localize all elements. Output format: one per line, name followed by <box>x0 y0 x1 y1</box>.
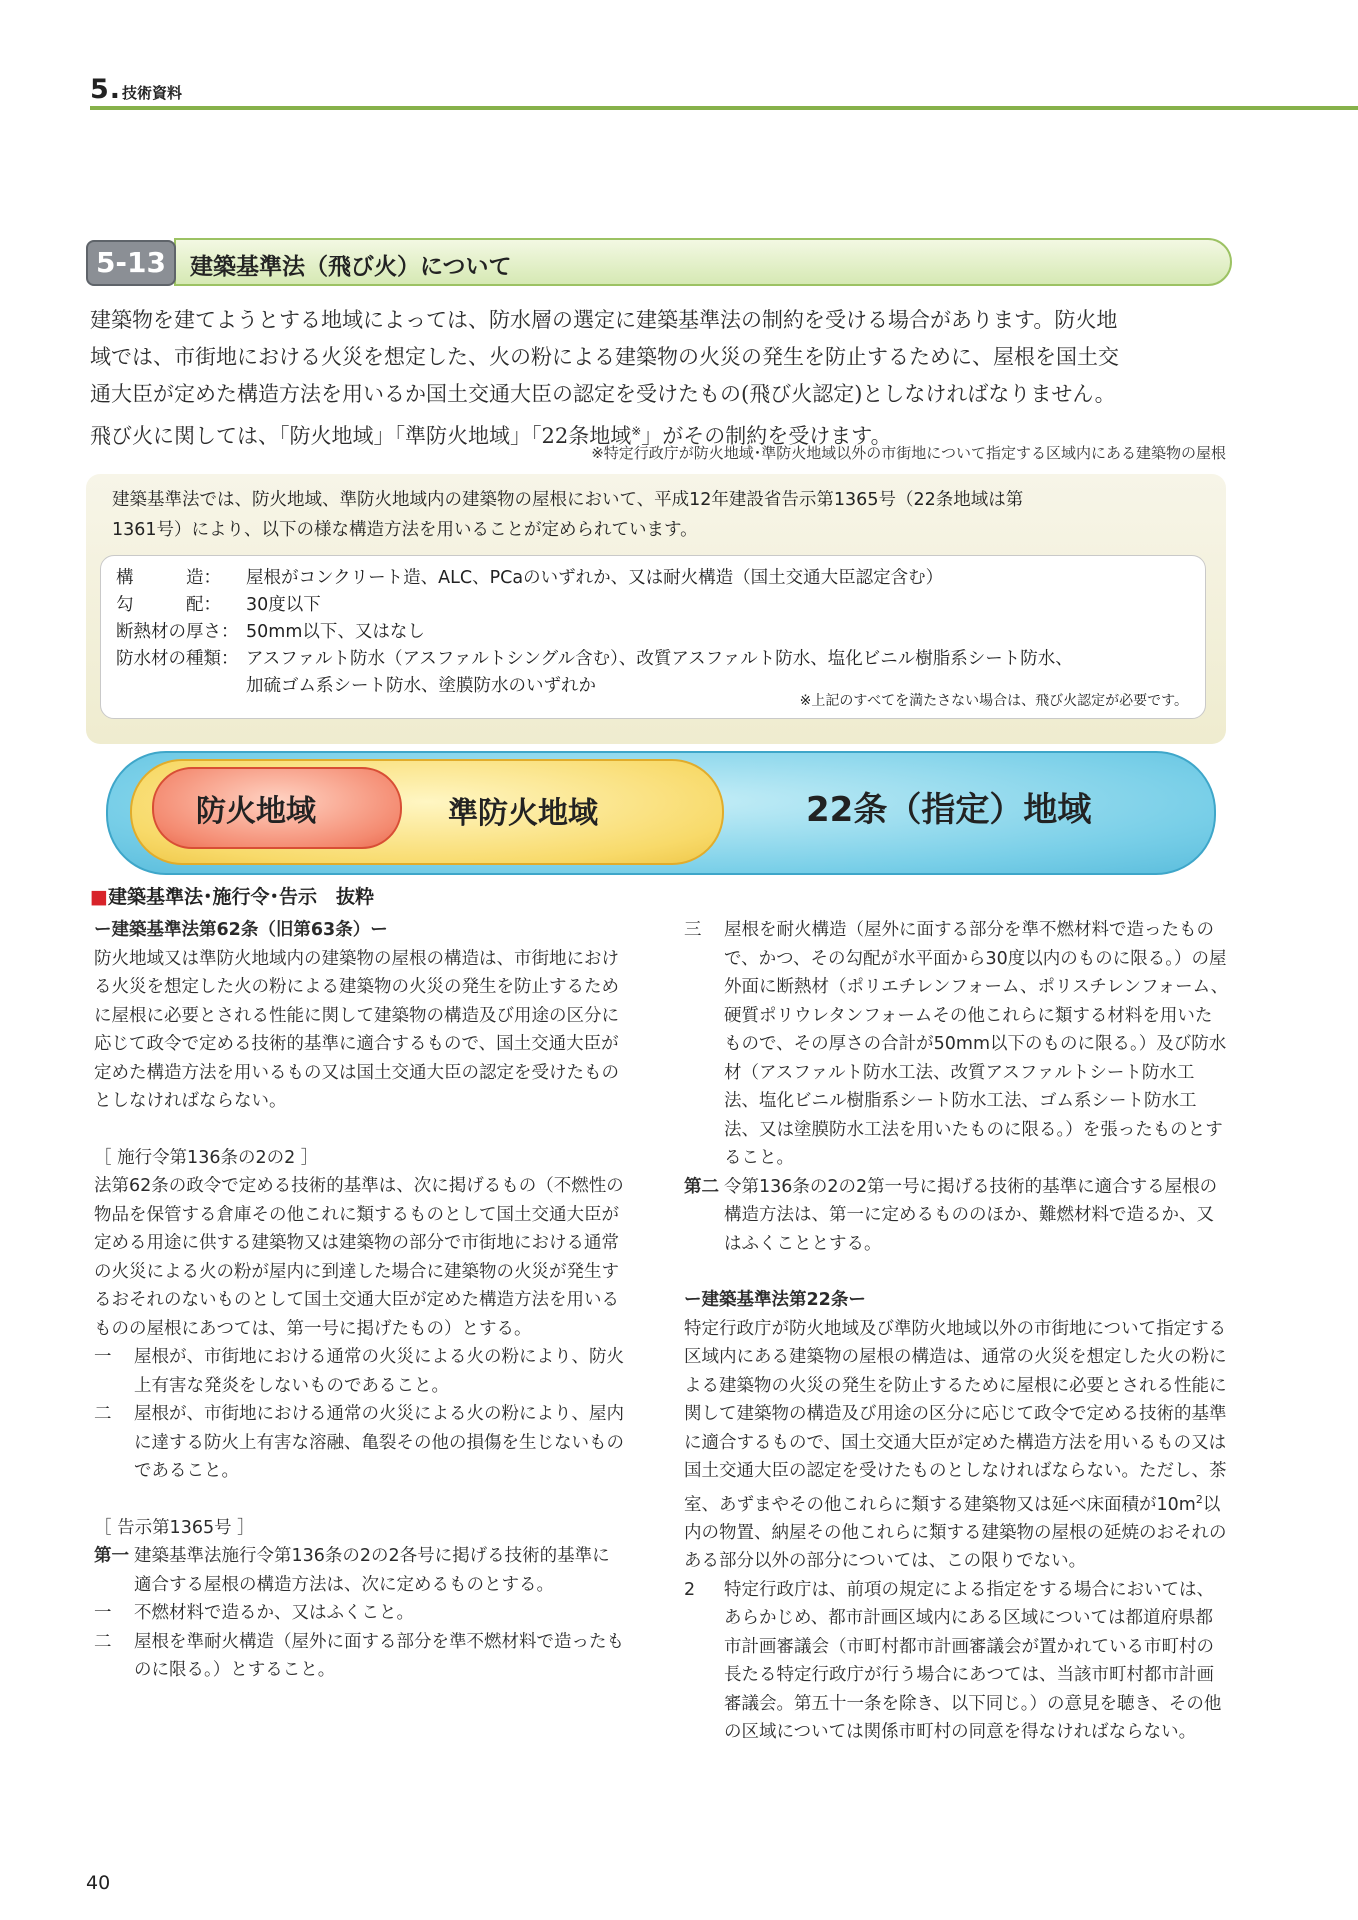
article-paragraph: 防火地域又は準防火地域内の建築物の屋根の構造は、市街地における火災を想定した火の粉による建築物の火災の発生を防止するために屋根に必要とされる性能に関して建築物の構造及び用途の区分に応じて政令で定める技術的基準に適合するもので、国土交通大臣が定めた構造方法を用いるもの又は国土交通大臣の認定を受けたものとしなければならない。 <box>94 948 619 1111</box>
item-marker: 三 <box>684 920 702 940</box>
chapter-title: 技術資料 <box>122 84 183 102</box>
chapter-number: 5. <box>90 74 122 105</box>
intro-line-text: 飛び火に関しては、「防火地域」「準防火地域」「22条地域 <box>90 424 632 448</box>
requirement-row <box>116 618 425 643</box>
item-marker: 二 <box>94 1631 112 1652</box>
intro-line: 通大臣が定めた構造方法を用いるか国土交通大臣の認定を受けたもの(飛び火認定)としなければなりません。 <box>90 382 1116 406</box>
item-text: 屋根を耐火構造（屋外に面する部分を準不燃材料で造ったもので、かつ、その勾配が水平面から30度以内のものに限る。）の屋外面に断熱材（ポリエチレンフォーム、ポリスチレンフォーム、硬質ポリウレタンフォームその他これらに類する材料を用いたもので、その厚さの合計が50mm以下のものに限る。）及び防水材（アスファルト防水工法、改質アスファルトシート防水工法、塩化ビニル樹脂系シート防水工法、ゴム系シート防水工法、又は塗膜防水工法を用いたものに限る。）を張ったものとすること。 <box>724 920 1229 1168</box>
item-text: 屋根を準耐火構造（屋外に面する部分を準不燃材料で造ったものに限る。）とすること。 <box>134 1631 624 1680</box>
article-paragraph <box>684 1315 1229 1576</box>
header-rule <box>90 106 1358 110</box>
item-marker: 二 <box>94 1404 112 1424</box>
article-item <box>684 1576 1229 1747</box>
zone-fire-label: 防火地域 <box>196 794 316 829</box>
paragraph-text: 特定行政庁が防火地域及び準防火地域以外の市街地について指定する区域内にある建築物の屋根の構造は、通常の火災を想定した火の粉による建築物の火災の発生を防止するために屋根に必要とされる性能に関して建築物の構造及び用途の区分に応じて政令で定める技術的基準に適合するもので、国土交通大臣が定めた構造方法を用いるもの又は国土交通大臣の認定を受けたものとしなければならない。ただし、茶室、あずまやその他これらに類する建築物又は延べ床面積が10m <box>684 1318 1227 1515</box>
requirement-value: 50mm以下、又はなし <box>246 622 425 642</box>
section-title: 建築基準法（飛び火）について <box>190 254 512 280</box>
requirement-row <box>116 645 1073 670</box>
requirement-key: 断熱材の厚さ： <box>116 622 239 642</box>
item-text: 建築基準法施行令第136条の2の2各号に掲げる技術的基準に適合する屋根の構造方法は、次に定めるものとする。 <box>134 1546 610 1595</box>
article-item <box>94 1542 624 1599</box>
zone-semi-fire-label: 準防火地域 <box>448 796 598 831</box>
intro-footnote: ※特定行政庁が防火地域･準防火地域以外の市街地について指定する区域内にある建築物の屋根 <box>591 444 1226 462</box>
requirement-value: 加硫ゴム系シート防水、塗膜防水のいずれか <box>246 676 596 696</box>
item-marker: 第一 <box>94 1546 129 1566</box>
item-text: 令第136条の2の2第一号に掲げる技術的基準に適合する屋根の構造方法は、第一に定めるもののほか、難燃材料で造るか、又はふくこととする。 <box>724 1176 1218 1254</box>
info-text-line: 1361号）により、以下の様な構造方法を用いることが定められています。 <box>112 520 698 540</box>
intro-line: 建築物を建てようとする地域によっては、防水層の選定に建築基準法の制約を受ける場合があります。防火地 <box>90 308 1118 332</box>
section-number-badge: 5-13 <box>86 240 176 286</box>
item-marker: 一 <box>94 1603 112 1623</box>
requirement-row <box>116 564 943 589</box>
article-item <box>94 1599 624 1628</box>
article-item <box>94 1400 624 1486</box>
requirement-value: 30度以下 <box>246 595 321 615</box>
item-text: 特定行政庁は、前項の規定による指定をする場合においては、あらかじめ、都市計画区域内にある区域については都道府県都市計画審議会（市町村都市計画審議会が置かれている市町村の長たる特定行政庁が行う場合にあつては、当該市町村都市計画審議会。第五十一条を除き、以下同じ。）の意見を聴き、その他の区域については関係市町村の同意を得なければならない。 <box>724 1579 1222 1743</box>
item-marker: 第二 <box>684 1176 719 1197</box>
footnote-mark: ※ <box>631 424 642 438</box>
item-text: 不燃材料で造るか、又はふくこと。 <box>134 1603 414 1623</box>
info-text-line: 建築基準法では、防火地域、準防火地域内の建築物の屋根において、平成12年建設省告示第1365号（22条地域は第 <box>112 490 1024 510</box>
article-item <box>684 916 1229 1173</box>
item-marker: 一 <box>94 1347 112 1367</box>
article-item <box>684 1173 1229 1259</box>
requirement-value: アスファルト防水（アスファルトシングル含む）、改質アスファルト防水、塩化ビニル樹脂系シート防水、 <box>246 649 1073 669</box>
intro-line: 域では、市街地における火災を想定した、火の粉による建築物の火災の発生を防止するために、屋根を国土交 <box>90 345 1119 369</box>
article-heading: ［ 告示第1365号 ］ <box>94 1517 255 1538</box>
article-heading: ー建築基準法第22条ー <box>684 1290 866 1310</box>
paragraph-text: 以内の物置、納屋その他これらに類する建築物の屋根の延焼のおそれのある部分以外の部分については、この限りでない。 <box>684 1494 1227 1572</box>
article-item <box>94 1628 624 1685</box>
bullet-square-icon: ■ <box>90 886 108 908</box>
intro-line-text: 」がその制約を受けます。 <box>641 424 892 448</box>
article-paragraph: 法第62条の政令で定める技術的基準は、次に掲げるもの（不燃性の物品を保管する倉庫その他これに類するものとして国土交通大臣が定める用途に供する建築物又は建築物の部分で市街地における通常の火災による火の粉が屋内に到達した場合に建築物の火災が発生するおそれのないものとして国土交通大臣が定めた構造方法を用いるものの屋根にあつては、第一号に掲げたもの）とする。 <box>94 1176 624 1339</box>
excerpt-heading <box>90 882 374 909</box>
article-heading: ［ 施行令第136条の2の2 ］ <box>94 1147 319 1168</box>
item-text: 屋根が、市街地における通常の火災による火の粉により、防火上有害な発炎をしないものであること。 <box>134 1347 624 1396</box>
requirement-key: 構 造： <box>116 568 221 588</box>
requirement-key: 勾 配： <box>116 595 221 615</box>
intro-paragraph <box>90 302 1240 455</box>
right-column <box>684 916 1229 1747</box>
requirement-key: 防水材の種類： <box>116 649 239 669</box>
item-marker: 2 <box>684 1579 696 1600</box>
requirement-row <box>116 591 321 616</box>
zone-22-label: 22条（指定）地域 <box>806 790 1092 830</box>
page-number: 40 <box>86 1872 111 1894</box>
requirements-note: ※上記のすべてを満たさない場合は、飛び火認定が必要です。 <box>799 693 1188 709</box>
superscript: 2 <box>1195 1492 1203 1506</box>
requirement-row <box>116 672 596 697</box>
excerpt-heading-text: 建築基準法･施行令･告示 抜粋 <box>107 886 374 908</box>
item-text: 屋根が、市街地における通常の火災による火の粉により、屋内に達する防火上有害な溶融、亀裂その他の損傷を生じないものであること。 <box>134 1404 624 1481</box>
info-box-text <box>112 485 1202 545</box>
requirement-value: 屋根がコンクリート造、ALC、PCaのいずれか、又は耐火構造（国土交通大臣認定含む） <box>246 568 944 588</box>
article-item <box>94 1343 624 1400</box>
article-heading: ー建築基準法第62条（旧第63条）ー <box>94 920 388 940</box>
left-column <box>94 916 624 1685</box>
